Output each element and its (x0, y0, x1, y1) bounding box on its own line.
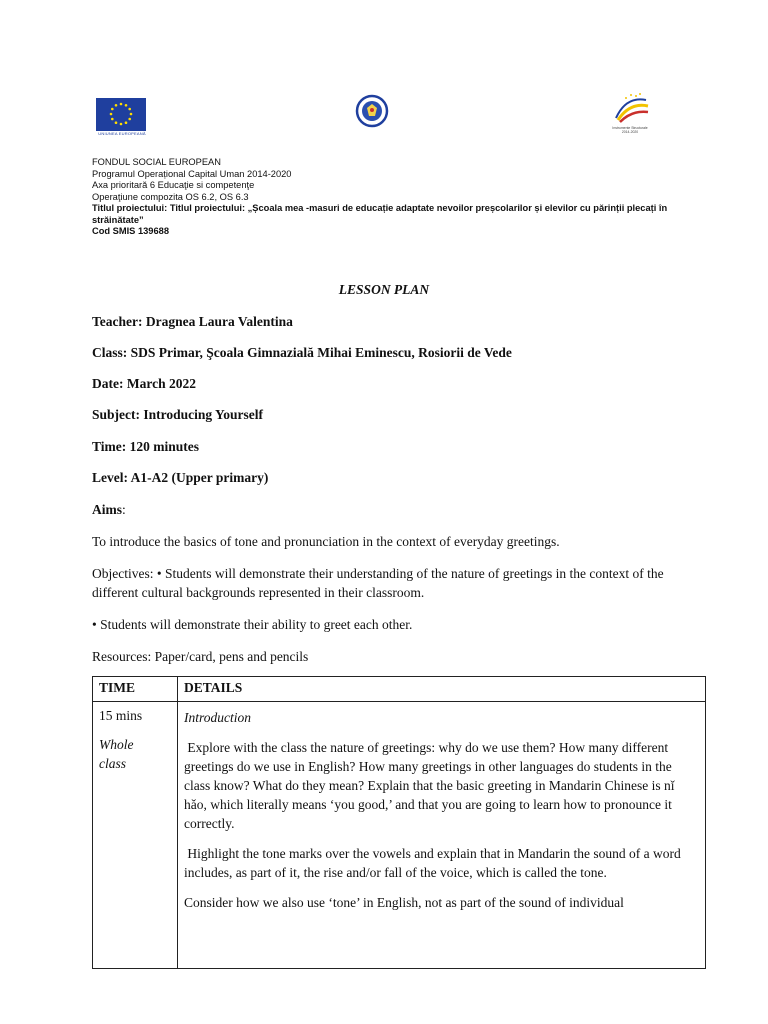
aims-label (92, 502, 126, 518)
details-paragraph-3: Consider how we also use ‘tone’ in English, not as part of the sound of individual (184, 895, 624, 910)
header-line-operation: Operaţiune compozita OS 6.2, OS 6.3 (92, 191, 249, 202)
lesson-plan-title: LESSON PLAN (338, 282, 430, 297)
resources-text: Resources: Paper/card, pens and pencils (92, 649, 309, 664)
teacher-line: Teacher: Dragnea Laura Valentina (92, 314, 293, 329)
details-cell (178, 702, 706, 969)
details-paragraph-1: Explore with the class the nature of greetings: why do we use them? How many different greetings do we use in English? How many greetings in other languages do students in the class know? What do they mean? Explain that the basic greeting in Mandarin Chinese is nǐ hǎo, which literally means ‘you good,’ and that you are going to learn how to pronounce it correctly. (184, 740, 678, 831)
eu-flag-logo (96, 98, 146, 131)
is-caption-2: 2014-2020 (621, 130, 639, 134)
header-line-fund: FONDUL SOCIAL EUROPEAN (92, 157, 221, 167)
class-line: Class: SDS Primar, Şcoala Gimnazială Mihai Eminescu, Rosiorii de Vede (92, 345, 512, 360)
table-header-row (93, 677, 706, 702)
column-header-time: TIME (93, 677, 178, 702)
grouping-text: Whole class (99, 737, 134, 771)
table-row (93, 702, 706, 969)
lesson-table (92, 676, 706, 969)
date-line: Date: March 2022 (92, 376, 196, 391)
is-caption-1: Instrumente Structurale (612, 126, 648, 130)
aims-text: To introduce the basics of tone and pronunciation in the context of everyday greetings. (92, 534, 560, 549)
objectives-text: Objectives: • Students will demonstrate their understanding of the nature of greetings in the context of the different cultural backgrounds represented in their classroom. (92, 566, 664, 600)
header-line-smis: Cod SMIS 139688 (92, 226, 169, 236)
details-paragraph-2: Highlight the tone marks over the vowels and explain that in Mandarin the sound of a word includes, as part of it, the rise and/or fall of the voice, which is called the tone. (184, 846, 685, 880)
time-cell (93, 702, 178, 969)
aims-label-text: Aims (92, 502, 122, 517)
project-header (92, 157, 692, 238)
subject-line: Subject: Introducing Yourself (92, 407, 264, 422)
level-line: Level: A1-A2 (Upper primary) (92, 470, 269, 485)
column-header-details: DETAILS (178, 677, 706, 702)
time-line: Time: 120 minutes (92, 439, 199, 454)
logo-bar (0, 0, 768, 150)
header-line-axis: Axa prioritară 6 Educaţie si competenţe (92, 180, 255, 190)
eu-caption: UNIUNEA EUROPEANĂ (98, 131, 146, 136)
structural-instruments-caption (600, 126, 660, 134)
section-heading: Introduction (184, 710, 251, 725)
header-line-project-title: Titlul proiectului: Titlul proiectului: „Școala mea -masuri de educație adaptate nevoilor preșcolarilor și elevilor cu părinții plecați în străinătate” (92, 203, 668, 225)
aims-colon: : (122, 502, 126, 517)
government-seal-logo (355, 94, 389, 133)
duration-text: 15 mins (99, 708, 143, 723)
objective-two-text: • Students will demonstrate their ability to greet each other. (92, 617, 413, 632)
header-line-program: Programul Operațional Capital Uman 2014-2020 (92, 168, 292, 179)
